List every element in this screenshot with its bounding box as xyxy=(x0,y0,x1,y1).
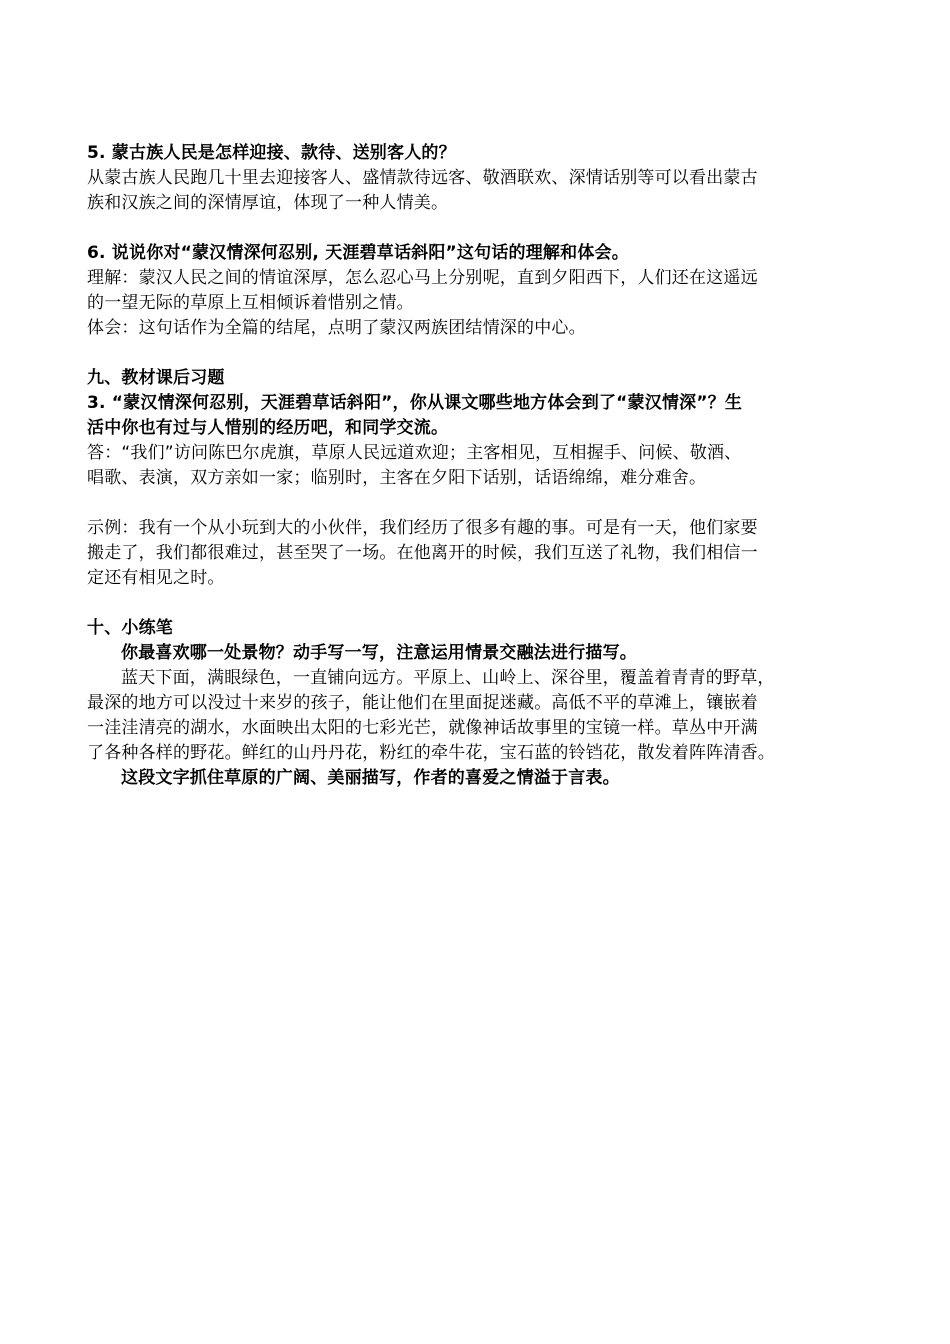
question-6: 6. 说说你对“蒙汉情深何忍别, 天涯碧草话斜阳”这句话的理解和体会。 xyxy=(87,243,629,263)
passage-line-2: 最深的地方可以没过十来岁的孩子，能让他们在里面捉迷藏。高低不平的草滩上，镶嵌着 xyxy=(87,693,758,713)
spacer xyxy=(87,216,877,241)
example-line-3: 定还有相见之时。 xyxy=(87,568,225,588)
passage-line-1: 蓝天下面，满眼绿色，一直铺向远方。平原上、山岭上、深谷里，覆盖着青青的野草， xyxy=(121,668,775,688)
spacer xyxy=(87,491,877,516)
passage-line-3: 一洼洼清亮的湖水，水面映出太阳的七彩光芒，就像神话故事里的宝镜一样。草丛中开满 xyxy=(87,718,758,738)
example-line-2: 搬走了，我们都很难过，甚至哭了一场。在他离开的时候，我们互送了礼物，我们相信一 xyxy=(87,543,758,563)
answer-5-line-1: 从蒙古族人民跑几十里去迎接客人、盛情款待远客、敬酒联欢、深情话别等可以看出蒙古 xyxy=(87,168,758,188)
feeling-line: 体会：这句话作为全篇的结尾，点明了蒙汉两族团结情深的中心。 xyxy=(87,318,586,338)
example-line-1: 示例：我有一个从小玩到大的小伙伴，我们经历了很多有趣的事。可是有一天，他们家要 xyxy=(87,518,758,538)
conclusion: 这段文字抓住草原的广阔、美丽描写，作者的喜爱之情溢于言表。 xyxy=(121,768,620,788)
section-9-heading: 九、教材课后习题 xyxy=(87,368,225,388)
question-5: 5. 蒙古族人民是怎样迎接、款待、送别客人的？ xyxy=(87,143,456,163)
exercise-3-line-1: 3. “蒙汉情深何忍别，天涯碧草话斜阳”，你从课文哪些地方体会到了“蒙汉情深”？生 xyxy=(87,393,743,413)
answer-5-line-2: 族和汉族之间的深情厚谊，体现了一种人情美。 xyxy=(87,193,449,213)
spacer xyxy=(87,591,877,616)
spacer xyxy=(87,341,877,366)
passage-line-4: 了各种各样的野花。鲜红的山丹丹花，粉红的牵牛花，宝石蓝的铃铛花，散发着阵阵清香。 xyxy=(87,743,775,763)
exercise-3-answer-line-1: 答：“我们”访问陈巴尔虎旗，草原人民远道欢迎；主客相见，互相握手、问候、敬酒、 xyxy=(87,443,742,463)
understanding-line-1: 理解：蒙汉人民之间的情谊深厚，怎么忍心马上分别呢，直到夕阳西下，人们还在这遥远 xyxy=(87,268,758,288)
document-page xyxy=(87,141,877,791)
exercise-3-answer-line-2: 唱歌、表演，双方亲如一家；临别时，主客在夕阳下话别，话语绵绵，难分难舍。 xyxy=(87,468,707,488)
understanding-line-2: 的一望无际的草原上互相倾诉着惜别之情。 xyxy=(87,293,414,313)
writing-prompt: 你最喜欢哪一处景物？动手写一写，注意运用情景交融法进行描写。 xyxy=(121,643,637,663)
section-10-heading: 十、小练笔 xyxy=(87,618,173,638)
exercise-3-line-2: 活中你也有过与人惜别的经历吧，和同学交流。 xyxy=(87,418,449,438)
